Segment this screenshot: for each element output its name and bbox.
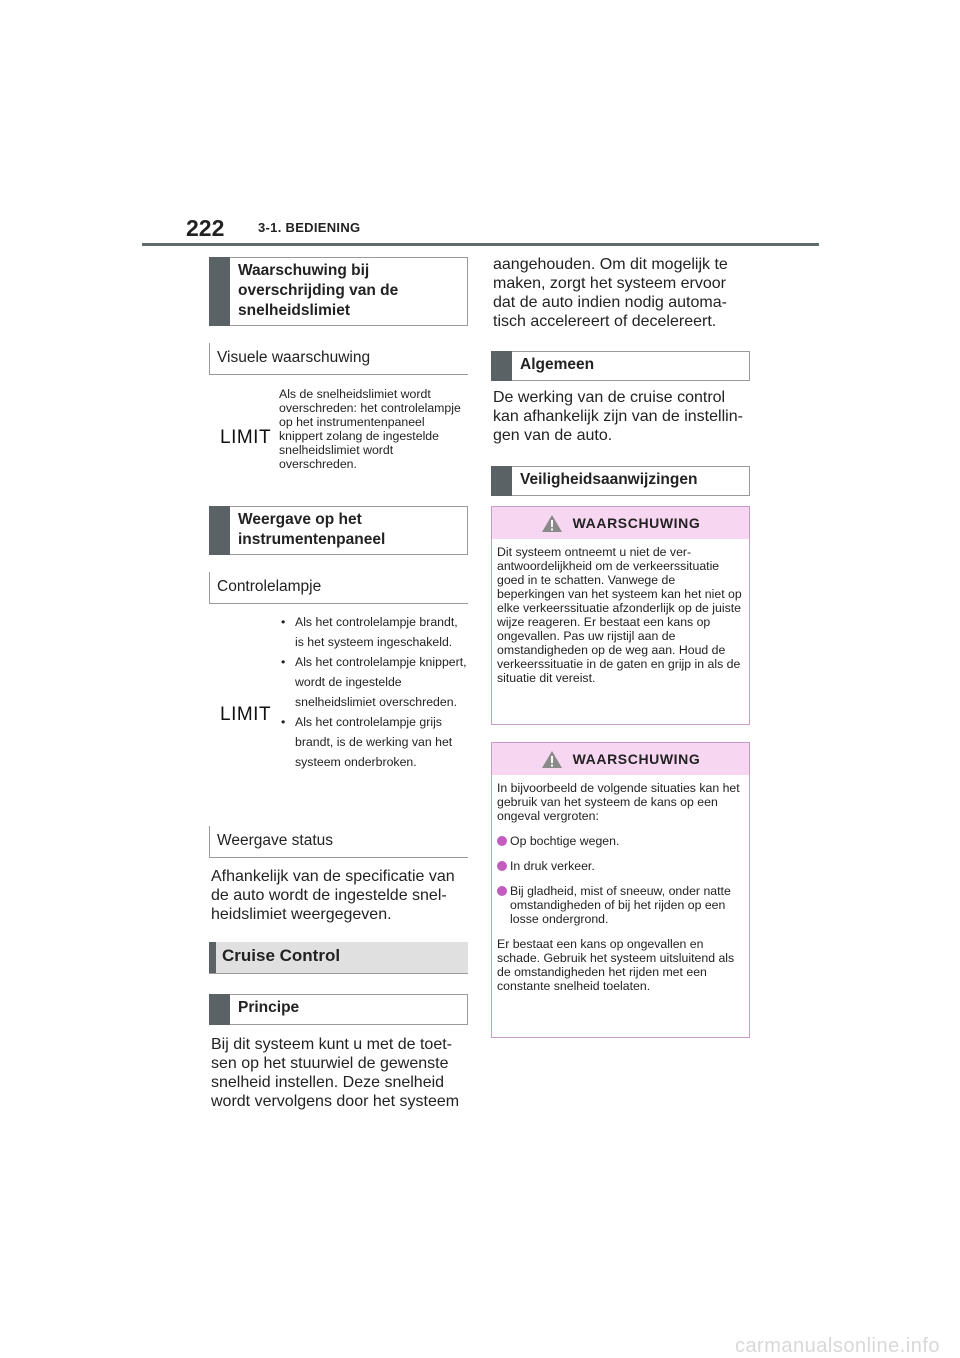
heading-bar bbox=[209, 994, 230, 1025]
section-cruise-control bbox=[209, 942, 468, 974]
warning-box-1 bbox=[491, 506, 750, 725]
list-item-text: In druk verkeer. bbox=[510, 859, 595, 873]
warning-header bbox=[492, 507, 749, 539]
list-item bbox=[497, 834, 744, 848]
section-text: Cruise Control bbox=[222, 946, 341, 965]
heading-bar bbox=[209, 257, 230, 326]
warning-triangle-icon bbox=[541, 750, 563, 769]
warning-triangle-icon bbox=[541, 514, 563, 533]
heading-bar bbox=[209, 506, 230, 555]
heading-text: Waarschuwing bij overschrijding van de snelheidslimiet bbox=[238, 262, 399, 319]
page-number: 222 bbox=[186, 215, 225, 241]
warning-title: WAARSCHUWING bbox=[572, 751, 701, 767]
principle-paragraph: Bij dit systeem kunt u met de toetsen op het stuurwiel de gewenste snelheid instellen. Deze snelheid wordt vervolgens door het systeem bbox=[211, 1036, 460, 1110]
limit-description: Als de snelheidslimiet wordt overschreden: het controlelampje op het instrumentenpaneel knippert zolang de ingestelde snelheidslimiet wordt overschreden. bbox=[279, 387, 461, 471]
list-item-text: Op bochtige wegen. bbox=[510, 834, 620, 848]
section-title: 3-1. BEDIENING bbox=[258, 220, 361, 235]
principle-paragraph-continued: aangehouden. Om dit mogelijk te maken, zorgt het systeem ervoor dat de auto indien nodig automatisch accelereert of decelereert. bbox=[493, 256, 728, 330]
heading-safety-instructions bbox=[491, 466, 750, 496]
bullet-dot-icon bbox=[497, 886, 507, 896]
bullet-dot-icon bbox=[497, 836, 507, 846]
heading-general bbox=[491, 351, 750, 381]
heading-principle bbox=[209, 994, 468, 1025]
subheading-visual-warning: Visuele waarschuwing bbox=[209, 343, 468, 375]
heading-speed-limit-warning bbox=[209, 257, 468, 326]
list-item bbox=[497, 859, 744, 873]
warning-box-2 bbox=[491, 742, 750, 1038]
heading-bar bbox=[491, 351, 512, 381]
subheading-indicator-lamp: Controlelampje bbox=[209, 572, 468, 604]
limit-indicator-icon: LIMIT bbox=[220, 427, 272, 448]
subheading-rule bbox=[209, 374, 468, 375]
bullet-dot-icon bbox=[497, 861, 507, 871]
warning-list bbox=[497, 834, 744, 926]
heading-text: Weergave op het instrumentenpaneel bbox=[238, 511, 386, 548]
section-bar bbox=[209, 942, 216, 973]
warning-outro: Er bestaat een kans op ongevallen en schade. Gebruik het systeem uitsluitend als de omstandigheden het rijden met een constante snelheid toelaten. bbox=[497, 937, 735, 993]
heading-instrument-panel-display bbox=[209, 506, 468, 555]
list-item: • Als het controlelampje grijs brandt, is de werking van het systeem onderbroken. bbox=[281, 712, 469, 772]
subheading-rule bbox=[209, 857, 468, 858]
warning-body: Dit systeem ontneemt u niet de verantwoordelijkheid om de verkeerssituatie goed in te schatten. Vanwege de beperkingen van het systeem kan het niet op elke verkeerssituatie afzonderlijk op de juiste wijze reageren. Er bestaat een kans op ongevallen. Pas uw rijstijl aan de omstandigheden op de weg aan. Houd de verkeerssituatie in de gaten en grijp in als de situatie dit vereist. bbox=[497, 545, 742, 685]
heading-bar bbox=[491, 466, 512, 496]
list-item: • Als het controlelampje knippert, wordt de ingestelde snelheidslimiet overschreden. bbox=[281, 652, 469, 712]
list-item bbox=[497, 884, 744, 926]
general-paragraph: De werking van de cruise control kan afhankelijk zijn van de instellingen van de auto. bbox=[493, 389, 743, 444]
warning-body bbox=[492, 775, 749, 1001]
status-paragraph: Afhankelijk van de specificatie van de auto wordt de ingestelde snelheidslimiet weergegeven. bbox=[211, 868, 455, 923]
heading-text: Principe bbox=[238, 999, 300, 1016]
subheading-status-display: Weergave status bbox=[209, 826, 468, 858]
warning-intro: In bijvoorbeeld de volgende situaties kan het gebruik van het systeem de kans op een ongeval vergroten: bbox=[497, 781, 740, 823]
limit-indicator-icon: LIMIT bbox=[220, 704, 272, 725]
list-item-text: Bij gladheid, mist of sneeuw, onder natte omstandigheden of bij het rijden op een losse ondergrond. bbox=[510, 884, 731, 926]
heading-text: Veiligheidsaanwijzingen bbox=[520, 471, 698, 488]
subheading-rule bbox=[209, 603, 468, 604]
header-rule bbox=[142, 243, 819, 246]
list-item: • Als het controlelampje brandt, is het systeem ingeschakeld. bbox=[281, 612, 469, 652]
heading-text: Algemeen bbox=[520, 356, 595, 373]
warning-title: WAARSCHUWING bbox=[572, 515, 701, 531]
warning-header bbox=[492, 743, 749, 775]
watermark: carmanualsonline.info bbox=[734, 1335, 940, 1357]
indicator-lamp-list bbox=[281, 612, 469, 772]
